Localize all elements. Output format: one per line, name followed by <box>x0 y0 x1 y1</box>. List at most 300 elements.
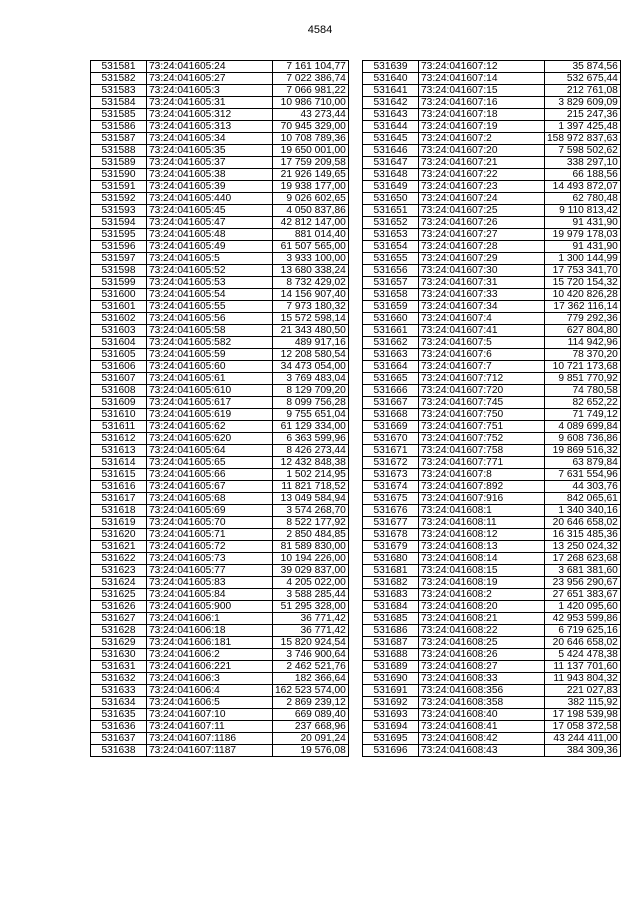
row-number: 531677 <box>363 517 419 529</box>
table-row <box>91 589 349 601</box>
cadastral-number: 73:24:041607:23 <box>419 181 545 193</box>
cadastral-number: 73:24:041605:64 <box>147 445 273 457</box>
cadastral-number: 73:24:041608:14 <box>419 553 545 565</box>
table-row <box>363 673 621 685</box>
table-row <box>363 601 621 613</box>
cadastral-number: 73:24:041605:313 <box>147 121 273 133</box>
row-number: 531606 <box>91 361 147 373</box>
table-row <box>91 121 349 133</box>
cadastral-value: 162 523 574,00 <box>273 685 349 697</box>
row-number: 531597 <box>91 253 147 265</box>
table-row <box>363 277 621 289</box>
table-row <box>91 457 349 469</box>
row-number: 531665 <box>363 373 419 385</box>
row-number: 531609 <box>91 397 147 409</box>
row-number: 531662 <box>363 337 419 349</box>
cadastral-value: 15 820 924,54 <box>273 637 349 649</box>
row-number: 531590 <box>91 169 147 181</box>
cadastral-value: 158 972 837,63 <box>545 133 621 145</box>
row-number: 531602 <box>91 313 147 325</box>
row-number: 531675 <box>363 493 419 505</box>
cadastral-number: 73:24:041608:41 <box>419 721 545 733</box>
table-row <box>91 97 349 109</box>
table-row <box>363 109 621 121</box>
row-number: 531610 <box>91 409 147 421</box>
row-number: 531657 <box>363 277 419 289</box>
cadastral-value: 70 945 329,00 <box>273 121 349 133</box>
cadastral-value: 1 300 144,99 <box>545 253 621 265</box>
row-number: 531646 <box>363 145 419 157</box>
table-row <box>91 493 349 505</box>
table-row <box>363 589 621 601</box>
cadastral-value: 12 432 848,38 <box>273 457 349 469</box>
cadastral-value: 237 668,96 <box>273 721 349 733</box>
cadastral-value: 35 874,56 <box>545 61 621 73</box>
cadastral-number: 73:24:041607:22 <box>419 169 545 181</box>
row-number: 531591 <box>91 181 147 193</box>
cadastral-value: 627 804,80 <box>545 325 621 337</box>
row-number: 531649 <box>363 181 419 193</box>
table-row <box>91 445 349 457</box>
table-row <box>363 469 621 481</box>
table-row <box>363 181 621 193</box>
cadastral-number: 73:24:041606:181 <box>147 637 273 649</box>
cadastral-number: 73:24:041608:43 <box>419 745 545 757</box>
cadastral-value: 215 247,36 <box>545 109 621 121</box>
table-row <box>363 421 621 433</box>
table-row <box>91 637 349 649</box>
row-number: 531607 <box>91 373 147 385</box>
row-number: 531690 <box>363 673 419 685</box>
cadastral-number: 73:24:041605:47 <box>147 217 273 229</box>
cadastral-value: 221 027,83 <box>545 685 621 697</box>
table-row <box>91 133 349 145</box>
cadastral-value: 9 110 813,42 <box>545 205 621 217</box>
cadastral-number: 73:24:041605:54 <box>147 289 273 301</box>
row-number: 531628 <box>91 625 147 637</box>
table-row <box>91 217 349 229</box>
cadastral-value: 6 363 599,96 <box>273 433 349 445</box>
table-row <box>363 229 621 241</box>
row-number: 531605 <box>91 349 147 361</box>
row-number: 531615 <box>91 469 147 481</box>
row-number: 531616 <box>91 481 147 493</box>
cadastral-number: 73:24:041607:31 <box>419 277 545 289</box>
table-row <box>91 157 349 169</box>
row-number: 531683 <box>363 589 419 601</box>
cadastral-number: 73:24:041608:40 <box>419 709 545 721</box>
cadastral-number: 73:24:041608:33 <box>419 673 545 685</box>
cadastral-value: 63 879,84 <box>545 457 621 469</box>
row-number: 531633 <box>91 685 147 697</box>
cadastral-number: 73:24:041605:58 <box>147 325 273 337</box>
table-row <box>91 613 349 625</box>
cadastral-value: 11 943 804,32 <box>545 673 621 685</box>
row-number: 531647 <box>363 157 419 169</box>
table-row <box>91 529 349 541</box>
cadastral-value: 42 953 599,86 <box>545 613 621 625</box>
cadastral-number: 73:24:041608:11 <box>419 517 545 529</box>
row-number: 531624 <box>91 577 147 589</box>
cadastral-number: 73:24:041606:18 <box>147 625 273 637</box>
row-number: 531638 <box>91 745 147 757</box>
cadastral-value: 10 194 226,00 <box>273 553 349 565</box>
cadastral-number: 73:24:041607:26 <box>419 217 545 229</box>
cadastral-number: 73:24:041608:12 <box>419 529 545 541</box>
cadastral-value: 7 973 180,32 <box>273 301 349 313</box>
cadastral-number: 73:24:041607:30 <box>419 265 545 277</box>
cadastral-number: 73:24:041605:45 <box>147 205 273 217</box>
table-row <box>363 337 621 349</box>
cadastral-value: 36 771,42 <box>273 613 349 625</box>
cadastral-number: 73:24:041605:610 <box>147 385 273 397</box>
row-number: 531663 <box>363 349 419 361</box>
cadastral-value: 182 366,64 <box>273 673 349 685</box>
table-row <box>363 385 621 397</box>
cadastral-value: 9 851 770,92 <box>545 373 621 385</box>
row-number: 531684 <box>363 601 419 613</box>
cadastral-value: 21 926 149,65 <box>273 169 349 181</box>
table-row <box>363 349 621 361</box>
cadastral-value: 10 420 826,28 <box>545 289 621 301</box>
cadastral-number: 73:24:041607:21 <box>419 157 545 169</box>
table-row <box>91 721 349 733</box>
cadastral-number: 73:24:041605:72 <box>147 541 273 553</box>
row-number: 531635 <box>91 709 147 721</box>
table-row <box>363 301 621 313</box>
cadastral-value: 3 746 900,64 <box>273 649 349 661</box>
table-row <box>91 301 349 313</box>
table-row <box>363 85 621 97</box>
table-row <box>91 601 349 613</box>
cadastral-value: 3 769 483,04 <box>273 373 349 385</box>
cadastral-value: 338 297,10 <box>545 157 621 169</box>
cadastral-value: 34 473 054,00 <box>273 361 349 373</box>
row-number: 531594 <box>91 217 147 229</box>
cadastral-value: 20 646 658,02 <box>545 517 621 529</box>
row-number: 531621 <box>91 541 147 553</box>
cadastral-value: 19 938 177,00 <box>273 181 349 193</box>
cadastral-value: 212 761,08 <box>545 85 621 97</box>
table-row <box>91 169 349 181</box>
table-row <box>91 673 349 685</box>
row-number: 531664 <box>363 361 419 373</box>
cadastral-value: 20 091,24 <box>273 733 349 745</box>
cadastral-number: 73:24:041607:1186 <box>147 733 273 745</box>
cadastral-value: 43 273,44 <box>273 109 349 121</box>
cadastral-value: 11 137 701,60 <box>545 661 621 673</box>
table-row <box>363 289 621 301</box>
row-number: 531582 <box>91 73 147 85</box>
cadastral-number: 73:24:041607:7 <box>419 361 545 373</box>
cadastral-number: 73:24:041605:3 <box>147 85 273 97</box>
table-row <box>363 649 621 661</box>
table-row <box>363 577 621 589</box>
table-row <box>91 253 349 265</box>
cadastral-number: 73:24:041608:15 <box>419 565 545 577</box>
cadastral-number: 73:24:041605:34 <box>147 133 273 145</box>
table-row <box>363 505 621 517</box>
cadastral-value: 1 340 340,16 <box>545 505 621 517</box>
table-row <box>91 349 349 361</box>
cadastral-table-right <box>362 60 621 757</box>
table-row <box>91 709 349 721</box>
cadastral-number: 73:24:041607:41 <box>419 325 545 337</box>
cadastral-value: 3 588 285,44 <box>273 589 349 601</box>
row-number: 531671 <box>363 445 419 457</box>
cadastral-value: 39 029 837,00 <box>273 565 349 577</box>
row-number: 531629 <box>91 637 147 649</box>
row-number: 531694 <box>363 721 419 733</box>
table-row <box>363 121 621 133</box>
row-number: 531636 <box>91 721 147 733</box>
table-row <box>363 361 621 373</box>
cadastral-value: 36 771,42 <box>273 625 349 637</box>
cadastral-value: 19 576,08 <box>273 745 349 757</box>
cadastral-value: 17 058 372,58 <box>545 721 621 733</box>
cadastral-value: 881 014,40 <box>273 229 349 241</box>
table-row <box>91 277 349 289</box>
table-row <box>363 637 621 649</box>
row-number: 531640 <box>363 73 419 85</box>
cadastral-number: 73:24:041605:55 <box>147 301 273 313</box>
row-number: 531632 <box>91 673 147 685</box>
cadastral-value: 19 869 516,32 <box>545 445 621 457</box>
row-number: 531685 <box>363 613 419 625</box>
cadastral-value: 23 956 290,67 <box>545 577 621 589</box>
row-number: 531623 <box>91 565 147 577</box>
row-number: 531692 <box>363 697 419 709</box>
row-number: 531660 <box>363 313 419 325</box>
table-row <box>363 169 621 181</box>
table-row <box>363 409 621 421</box>
row-number: 531695 <box>363 733 419 745</box>
table-row <box>91 733 349 745</box>
cadastral-number: 73:24:041605:68 <box>147 493 273 505</box>
cadastral-number: 73:24:041605:35 <box>147 145 273 157</box>
cadastral-number: 73:24:041608:358 <box>419 697 545 709</box>
cadastral-number: 73:24:041605:617 <box>147 397 273 409</box>
cadastral-value: 74 780,58 <box>545 385 621 397</box>
table-row <box>363 205 621 217</box>
cadastral-number: 73:24:041605:69 <box>147 505 273 517</box>
cadastral-number: 73:24:041607:34 <box>419 301 545 313</box>
cadastral-value: 2 850 484,85 <box>273 529 349 541</box>
cadastral-value: 6 719 625,16 <box>545 625 621 637</box>
cadastral-number: 73:24:041607:11 <box>147 721 273 733</box>
cadastral-number: 73:24:041605:37 <box>147 157 273 169</box>
cadastral-number: 73:24:041607:18 <box>419 109 545 121</box>
cadastral-value: 1 420 095,60 <box>545 601 621 613</box>
cadastral-number: 73:24:041607:720 <box>419 385 545 397</box>
cadastral-value: 20 646 658,02 <box>545 637 621 649</box>
cadastral-value: 3 829 609,09 <box>545 97 621 109</box>
cadastral-number: 73:24:041607:19 <box>419 121 545 133</box>
row-number: 531682 <box>363 577 419 589</box>
cadastral-number: 73:24:041606:3 <box>147 673 273 685</box>
row-number: 531648 <box>363 169 419 181</box>
table-row <box>91 109 349 121</box>
table-row <box>91 481 349 493</box>
row-number: 531625 <box>91 589 147 601</box>
cadastral-number: 73:24:041607:24 <box>419 193 545 205</box>
table-row <box>91 517 349 529</box>
table-row <box>363 661 621 673</box>
cadastral-number: 73:24:041607:892 <box>419 481 545 493</box>
row-number: 531630 <box>91 649 147 661</box>
table-row <box>91 541 349 553</box>
cadastral-value: 42 812 147,00 <box>273 217 349 229</box>
cadastral-value: 14 156 907,40 <box>273 289 349 301</box>
cadastral-value: 2 869 239,12 <box>273 697 349 709</box>
row-number: 531617 <box>91 493 147 505</box>
cadastral-number: 73:24:041607:758 <box>419 445 545 457</box>
table-row <box>91 697 349 709</box>
cadastral-number: 73:24:041608:26 <box>419 649 545 661</box>
cadastral-value: 27 651 383,67 <box>545 589 621 601</box>
page-number: 4584 <box>307 24 333 36</box>
cadastral-table-left <box>90 60 349 757</box>
row-number: 531668 <box>363 409 419 421</box>
cadastral-value: 8 522 177,92 <box>273 517 349 529</box>
row-number: 531642 <box>363 97 419 109</box>
table-row <box>363 397 621 409</box>
cadastral-number: 73:24:041605:56 <box>147 313 273 325</box>
row-number: 531627 <box>91 613 147 625</box>
cadastral-value: 382 115,92 <box>545 697 621 709</box>
cadastral-number: 73:24:041605:71 <box>147 529 273 541</box>
row-number: 531583 <box>91 85 147 97</box>
row-number: 531681 <box>363 565 419 577</box>
cadastral-number: 73:24:041607:751 <box>419 421 545 433</box>
cadastral-value: 669 089,40 <box>273 709 349 721</box>
cadastral-value: 4 205 022,00 <box>273 577 349 589</box>
cadastral-value: 4 050 837,86 <box>273 205 349 217</box>
row-number: 531598 <box>91 265 147 277</box>
row-number: 531626 <box>91 601 147 613</box>
table-row <box>91 313 349 325</box>
cadastral-value: 15 720 154,32 <box>545 277 621 289</box>
cadastral-value: 13 049 584,94 <box>273 493 349 505</box>
cadastral-number: 73:24:041607:14 <box>419 73 545 85</box>
cadastral-value: 91 431,90 <box>545 241 621 253</box>
table-row <box>363 73 621 85</box>
table-row <box>91 325 349 337</box>
cadastral-number: 73:24:041607:752 <box>419 433 545 445</box>
cadastral-number: 73:24:041605:24 <box>147 61 273 73</box>
table-row <box>363 745 621 757</box>
row-number: 531639 <box>363 61 419 73</box>
cadastral-value: 44 303,76 <box>545 481 621 493</box>
row-number: 531667 <box>363 397 419 409</box>
table-row <box>363 565 621 577</box>
cadastral-number: 73:24:041605:900 <box>147 601 273 613</box>
table-row <box>91 373 349 385</box>
cadastral-value: 8 426 273,44 <box>273 445 349 457</box>
cadastral-value: 13 680 338,24 <box>273 265 349 277</box>
cadastral-number: 73:24:041605:582 <box>147 337 273 349</box>
row-number: 531645 <box>363 133 419 145</box>
row-number: 531634 <box>91 697 147 709</box>
cadastral-value: 1 397 425,48 <box>545 121 621 133</box>
cadastral-value: 7 631 554,96 <box>545 469 621 481</box>
cadastral-number: 73:24:041605:27 <box>147 73 273 85</box>
table-row <box>91 433 349 445</box>
cadastral-number: 73:24:041606:1 <box>147 613 273 625</box>
row-number: 531614 <box>91 457 147 469</box>
cadastral-number: 73:24:041608:2 <box>419 589 545 601</box>
cadastral-number: 73:24:041608:13 <box>419 541 545 553</box>
table-row <box>91 685 349 697</box>
row-number: 531599 <box>91 277 147 289</box>
cadastral-number: 73:24:041605:38 <box>147 169 273 181</box>
cadastral-value: 1 502 214,95 <box>273 469 349 481</box>
cadastral-number: 73:24:041605:59 <box>147 349 273 361</box>
row-number: 531652 <box>363 217 419 229</box>
cadastral-number: 73:24:041608:1 <box>419 505 545 517</box>
table-row <box>363 373 621 385</box>
cadastral-number: 73:24:041607:16 <box>419 97 545 109</box>
cadastral-value: 43 244 411,00 <box>545 733 621 745</box>
row-number: 531644 <box>363 121 419 133</box>
row-number: 531656 <box>363 265 419 277</box>
row-number: 531651 <box>363 205 419 217</box>
cadastral-number: 73:24:041605:62 <box>147 421 273 433</box>
cadastral-number: 73:24:041607:33 <box>419 289 545 301</box>
cadastral-number: 73:24:041605:61 <box>147 373 273 385</box>
table-row <box>363 481 621 493</box>
row-number: 531670 <box>363 433 419 445</box>
cadastral-value: 19 979 178,03 <box>545 229 621 241</box>
cadastral-number: 73:24:041606:5 <box>147 697 273 709</box>
table-row <box>363 433 621 445</box>
cadastral-value: 9 026 602,65 <box>273 193 349 205</box>
table-row <box>91 469 349 481</box>
cadastral-number: 73:24:041606:4 <box>147 685 273 697</box>
table-row <box>91 505 349 517</box>
row-number: 531608 <box>91 385 147 397</box>
cadastral-value: 779 292,36 <box>545 313 621 325</box>
cadastral-number: 73:24:041607:745 <box>419 397 545 409</box>
cadastral-value: 8 129 709,20 <box>273 385 349 397</box>
cadastral-number: 73:24:041605:70 <box>147 517 273 529</box>
cadastral-number: 73:24:041607:771 <box>419 457 545 469</box>
cadastral-value: 3 933 100,00 <box>273 253 349 265</box>
cadastral-value: 13 250 024,32 <box>545 541 621 553</box>
row-number: 531655 <box>363 253 419 265</box>
cadastral-number: 73:24:041605:84 <box>147 589 273 601</box>
row-number: 531653 <box>363 229 419 241</box>
cadastral-value: 61 507 565,00 <box>273 241 349 253</box>
cadastral-value: 16 315 485,36 <box>545 529 621 541</box>
row-number: 531687 <box>363 637 419 649</box>
cadastral-number: 73:24:041607:916 <box>419 493 545 505</box>
cadastral-number: 73:24:041605:620 <box>147 433 273 445</box>
cadastral-value: 3 681 381,60 <box>545 565 621 577</box>
cadastral-value: 8 732 429,02 <box>273 277 349 289</box>
table-row <box>91 289 349 301</box>
cadastral-value: 21 343 480,50 <box>273 325 349 337</box>
cadastral-value: 3 574 268,70 <box>273 505 349 517</box>
row-number: 531595 <box>91 229 147 241</box>
row-number: 531661 <box>363 325 419 337</box>
row-number: 531601 <box>91 301 147 313</box>
cadastral-value: 114 942,96 <box>545 337 621 349</box>
row-number: 531604 <box>91 337 147 349</box>
cadastral-value: 7 598 502,62 <box>545 145 621 157</box>
table-row <box>363 493 621 505</box>
row-number: 531696 <box>363 745 419 757</box>
